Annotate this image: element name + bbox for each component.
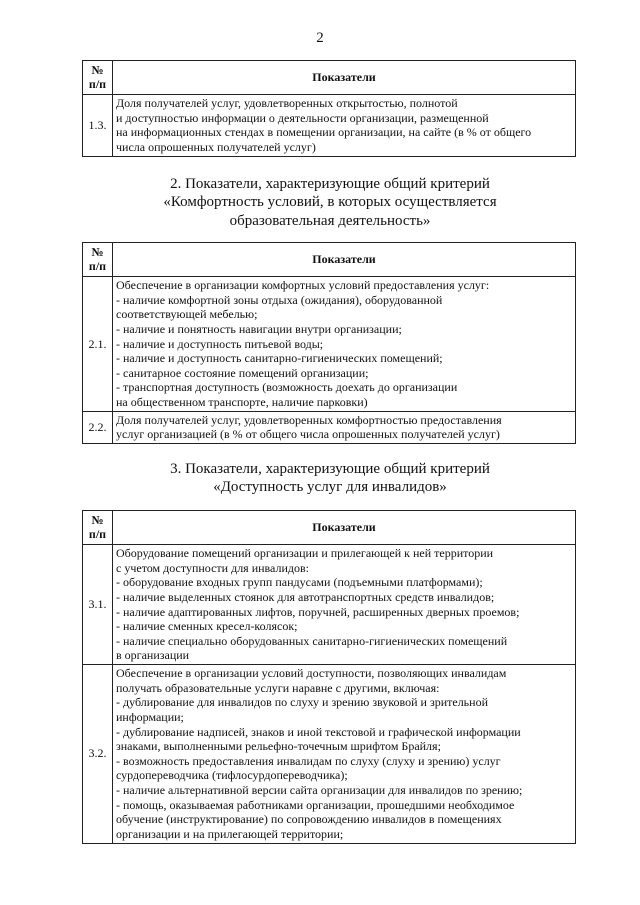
col-num-header: № п/п — [83, 61, 113, 95]
row-number: 3.1. — [83, 545, 113, 665]
row-number: 3.2. — [83, 665, 113, 844]
indicators-table-1 — [82, 60, 576, 157]
table-header-row — [83, 61, 576, 95]
section-2-title: 2. Показатели, характеризующие общий критерий «Комфортность условий, в которых осуществляется образовательная деятельность» — [163, 176, 497, 229]
indicators-table-2 — [82, 242, 576, 444]
col-num-header: № п/п — [83, 511, 113, 545]
table-row — [83, 665, 576, 844]
row-text: Доля получателей услуг, удовлетворенных комфортностью предоставления услуг организацией (в % от общего числа опрошенных получателей услуг) — [113, 411, 576, 443]
section-3-title: 3. Показатели, характеризующие общий критерий «Доступность услуг для инвалидов» — [170, 461, 490, 496]
page-number: 2 — [316, 30, 324, 46]
col-num-header: № п/п — [83, 243, 113, 277]
row-number: 1.3. — [83, 95, 113, 157]
row-number: 2.2. — [83, 411, 113, 443]
indicators-table-3 — [82, 510, 576, 844]
row-text: Обеспечение в организации комфортных условий предоставления услуг: - наличие комфортной зоны отдыха (ожидания), оборудованной соответствующей мебелью; - наличие и понятность навигации внутри организации; - наличие и доступность питьевой воды; - наличие и доступность санитарно-гигиенических помещений; - санитарное состояние помещений организации; - транспортная доступность (возможность доехать до организации на общественном транспорте, наличие парковки) — [113, 277, 576, 412]
col-indicators-header: Показатели — [113, 243, 576, 277]
row-number: 2.1. — [83, 277, 113, 412]
row-text: Оборудование помещений организации и прилегающей к ней территории с учетом доступности для инвалидов: - оборудование входных групп пандусами (подъемными платформами); - наличие выделенных стоянок для автотранспортных средств инвалидов; - наличие адаптированных лифтов, поручней, расширенных дверных проемов; - наличие сменных кресел-колясок; - наличие специально оборудованных санитарно-гигиенических помещений в организации — [113, 545, 576, 665]
table-header-row — [83, 243, 576, 277]
table-row — [83, 411, 576, 443]
table-row — [83, 95, 576, 157]
table-row — [83, 277, 576, 412]
row-text: Доля получателей услуг, удовлетворенных открытостью, полнотой и доступностью информации о деятельности организации, размещенной на информационных стендах в помещении организации, на сайте (в % от общего числа опрошенных получателей услуг) — [113, 95, 576, 157]
table-header-row — [83, 511, 576, 545]
row-text: Обеспечение в организации условий доступности, позволяющих инвалидам получать образовательные услуги наравне с другими, включая: - дублирование для инвалидов по слуху и зрению звуковой и зрительной информации; - дублирование надписей, знаков и иной текстовой и графической информации знаками, выполненными рельефно-точечным шрифтом Брайля; - возможность предоставления инвалидам по слуху (слуху и зрению) услуг сурдопереводчика (тифлосурдопереводчика); - наличие альтернативной версии сайта организации для инвалидов по зрению; - помощь, оказываемая работниками организации, прошедшими необходимое обучение (инструктирование) по сопровождению инвалидов в помещениях организации и на прилегающей территории; — [113, 665, 576, 844]
col-indicators-header: Показатели — [113, 61, 576, 95]
col-indicators-header: Показатели — [113, 511, 576, 545]
table-row — [83, 545, 576, 665]
